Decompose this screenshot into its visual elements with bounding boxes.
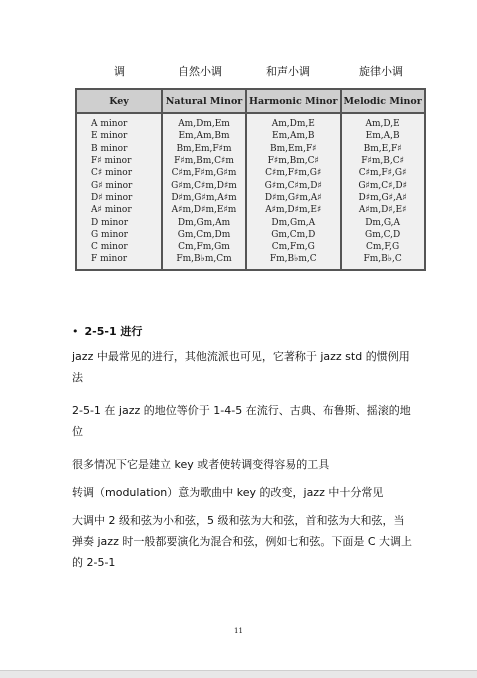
chord-cell: D♯m,G♯m,A♯m	[162, 192, 246, 204]
paragraph: 转调（modulation）意为歌曲中 key 的改变，jazz 中十分常见	[72, 486, 384, 499]
key-cell: F minor	[76, 253, 162, 269]
chord-cell: Bm,E,F♯	[341, 143, 425, 155]
key-cell: C minor	[76, 241, 162, 253]
paragraph: 大调中 2 级和弦为小和弦，5 级和弦为大和弦，首和弦为大和弦，当弹奏 jazz 时一般都要演化为混合和弦，例如七和弦。下面是 C 大调上的 2-5-1	[72, 514, 413, 569]
chord-cell: Bm,Em,F♯	[246, 143, 341, 155]
key-cell: C♯ minor	[76, 167, 162, 179]
chord-cell: Em,Am,Bm	[162, 130, 246, 142]
table-row	[76, 143, 425, 155]
chord-cell: Em,Am,B	[246, 130, 341, 142]
chord-cell: G♯m,C♯m,D♯m	[162, 179, 246, 191]
chord-cell: D♯m,G♯m,A♯	[246, 192, 341, 204]
chord-cell: Fm,B♭m,C	[246, 253, 341, 269]
table-header: Melodic Minor	[341, 89, 425, 113]
chord-cell: A♯m,D♯m,E♯m	[162, 204, 246, 216]
chord-cell: Gm,C,D	[341, 229, 425, 241]
key-cell: D minor	[76, 216, 162, 228]
table-header-row	[76, 89, 425, 113]
chord-cell: Dm,Gm,A	[246, 216, 341, 228]
chord-cell: Dm,Gm,Am	[162, 216, 246, 228]
chord-cell: Fm,B♭,C	[341, 253, 425, 269]
key-cell: A minor	[76, 113, 162, 130]
chord-cell: C♯m,F♯,G♯	[341, 167, 425, 179]
minor-chord-table	[75, 88, 426, 271]
chord-cell: Dm,G,A	[341, 216, 425, 228]
chord-cell: G♯m,C♯m,D♯	[246, 179, 341, 191]
table-row	[76, 155, 425, 167]
page-number: 11	[234, 627, 243, 635]
table-row	[76, 167, 425, 179]
chord-cell: Em,A,B	[341, 130, 425, 142]
key-cell: G♯ minor	[76, 179, 162, 191]
table-header: Harmonic Minor	[246, 89, 341, 113]
chord-cell: Gm,Cm,Dm	[162, 229, 246, 241]
chord-cell: Cm,F,G	[341, 241, 425, 253]
key-cell: B minor	[76, 143, 162, 155]
chord-cell: F♯m,Bm,C♯	[246, 155, 341, 167]
key-cell: D♯ minor	[76, 192, 162, 204]
table-row	[76, 204, 425, 216]
chord-cell: A♯m,D♯,E♯	[341, 204, 425, 216]
column-headers	[0, 63, 477, 79]
chord-cell: Am,D,E	[341, 113, 425, 130]
chord-cell: G♯m,C♯,D♯	[341, 179, 425, 191]
table-row	[76, 130, 425, 142]
header-key-cn: 调	[114, 65, 125, 78]
table-row	[76, 192, 425, 204]
table-row	[76, 216, 425, 228]
table-row	[76, 179, 425, 191]
bullet: •	[72, 325, 79, 338]
chord-cell: Fm,B♭m,Cm	[162, 253, 246, 269]
table-header: Key	[76, 89, 162, 113]
key-cell: E minor	[76, 130, 162, 142]
header-natural-minor-cn: 自然小调	[178, 65, 222, 78]
paragraph: jazz 中最常见的进行，其他流派也可见，它著称于 jazz std 的惯例用法	[72, 350, 410, 384]
table-row	[76, 113, 425, 130]
paragraph: 2-5-1 在 jazz 的地位等价于 1-4-5 在流行、古典、布鲁斯、摇滚的地位	[72, 404, 411, 438]
header-melodic-minor-cn: 旋律小调	[359, 65, 403, 78]
table-body	[76, 113, 425, 270]
chord-cell: Cm,Fm,Gm	[162, 241, 246, 253]
section-title: 2-5-1 进行	[84, 325, 143, 338]
chord-cell: F♯m,Bm,C♯m	[162, 155, 246, 167]
chord-cell: C♯m,F♯m,G♯m	[162, 167, 246, 179]
header-harmonic-minor-cn: 和声小调	[266, 65, 310, 78]
chord-cell: Am,Dm,Em	[162, 113, 246, 130]
chord-cell: Bm,Em,F♯m	[162, 143, 246, 155]
key-cell: F♯ minor	[76, 155, 162, 167]
table-row	[76, 229, 425, 241]
chord-cell: Am,Dm,E	[246, 113, 341, 130]
chord-cell: F♯m,B,C♯	[341, 155, 425, 167]
paragraph: 很多情况下它是建立 key 或者使转调变得容易的工具	[72, 458, 330, 471]
table-row	[76, 253, 425, 269]
chord-cell: Gm,Cm,D	[246, 229, 341, 241]
chord-cell: C♯m,F♯m,G♯	[246, 167, 341, 179]
table-row	[76, 241, 425, 253]
key-cell: G minor	[76, 229, 162, 241]
section-heading	[72, 323, 142, 339]
table-header: Natural Minor	[162, 89, 246, 113]
key-cell: A♯ minor	[76, 204, 162, 216]
chord-cell: D♯m,G♯,A♯	[341, 192, 425, 204]
chord-cell: Cm,Fm,G	[246, 241, 341, 253]
chord-cell: A♯m,D♯m,E♯	[246, 204, 341, 216]
